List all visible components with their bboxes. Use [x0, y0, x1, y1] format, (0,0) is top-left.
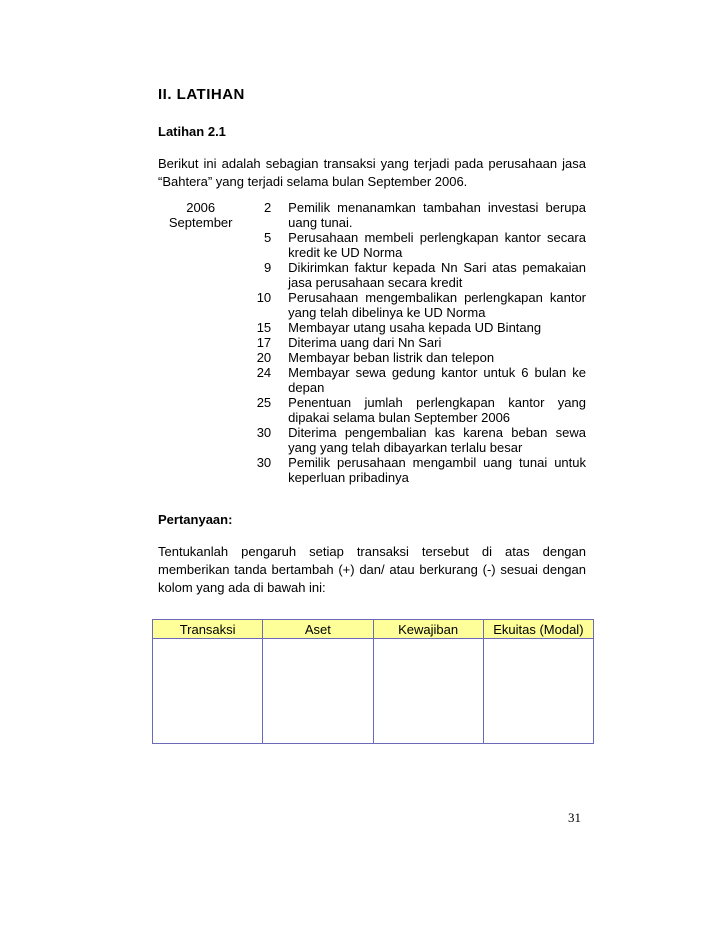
transaction-description: Pemilik menanamkan tambahan investasi berupa uang tunai. — [288, 200, 586, 230]
transaction-day: 5 — [263, 230, 272, 245]
column-header-kewajiban: Kewajiban — [373, 620, 483, 639]
transaction-row — [158, 200, 586, 230]
transaction-date — [158, 290, 243, 320]
column-header-ekuitas: Ekuitas (Modal) — [483, 620, 593, 639]
transaction-row — [158, 425, 586, 455]
transaction-description: Membayar beban listrik dan telepon — [288, 350, 495, 365]
transaction-day: 30 — [256, 455, 272, 470]
transaction-row — [158, 230, 586, 260]
answer-cell-ekuitas[interactable] — [483, 639, 593, 744]
transaction-day: 25 — [256, 395, 272, 410]
answer-cell-transaksi[interactable] — [153, 639, 263, 744]
transaction-day: 9 — [263, 260, 272, 275]
page-number: 31 — [568, 810, 581, 825]
questions-title: Pertanyaan: — [158, 512, 233, 527]
transaction-row — [158, 335, 586, 350]
transaction-row — [158, 260, 586, 290]
transaction-day: 24 — [256, 365, 272, 380]
answer-table-header-row — [153, 620, 594, 639]
transaction-day: 17 — [256, 335, 272, 350]
transaction-description: Perusahaan membeli perlengkapan kantor secara kredit ke UD Norma — [288, 230, 586, 260]
answer-table-row — [153, 639, 594, 744]
questions-paragraph: Tentukanlah pengaruh setiap transaksi tersebut di atas dengan memberikan tanda bertambah (+) dan/ atau berkurang (-) sesuai dengan kolom yang ada di bawah ini: — [158, 544, 586, 595]
transaction-description: Diterima pengembalian kas karena beban sewa yang yang telah dibayarkan terlalu besar — [288, 425, 586, 455]
transaction-date: 2006 September — [168, 200, 233, 230]
answer-table — [152, 619, 594, 744]
transaction-date — [158, 335, 243, 350]
transaction-row — [158, 455, 586, 485]
transaction-row — [158, 320, 586, 335]
transaction-date — [158, 365, 243, 395]
transaction-description: Membayar utang usaha kepada UD Bintang — [288, 320, 542, 335]
transaction-description: Membayar sewa gedung kantor untuk 6 bulan ke depan — [288, 365, 586, 395]
transaction-date — [158, 320, 243, 335]
answer-cell-kewajiban[interactable] — [373, 639, 483, 744]
transaction-row — [158, 395, 586, 425]
transaction-description: Perusahaan mengembalikan perlengkapan kantor yang telah dibelinya ke UD Norma — [288, 290, 586, 320]
transaction-day: 20 — [256, 350, 272, 365]
answer-cell-aset[interactable] — [263, 639, 373, 744]
transaction-description: Penentuan jumlah perlengkapan kantor yang dipakai selama bulan September 2006 — [288, 395, 586, 425]
transaction-date — [158, 455, 243, 485]
transaction-date — [158, 425, 243, 455]
transaction-row — [158, 350, 586, 365]
transaction-description: Dikirimkan faktur kepada Nn Sari atas pemakaian jasa perusahaan secara kredit — [288, 260, 586, 290]
transaction-day: 30 — [256, 425, 272, 440]
transaction-row — [158, 365, 586, 395]
transaction-list — [158, 200, 586, 485]
transaction-date — [158, 395, 243, 425]
intro-paragraph: Berikut ini adalah sebagian transaksi yang terjadi pada perusahaan jasa “Bahtera” yang terjadi selama bulan September 2006. — [158, 156, 586, 189]
subsection-title: Latihan 2.1 — [158, 124, 226, 139]
transaction-day: 15 — [256, 320, 272, 335]
transaction-date — [158, 230, 243, 260]
transaction-day: 2 — [263, 200, 272, 215]
transaction-date — [158, 260, 243, 290]
column-header-aset: Aset — [263, 620, 373, 639]
transaction-day: 10 — [256, 290, 272, 305]
transaction-description: Diterima uang dari Nn Sari — [288, 335, 442, 350]
section-title: II. LATIHAN — [158, 86, 245, 103]
transaction-date — [158, 350, 243, 365]
transaction-description: Pemilik perusahaan mengambil uang tunai untuk keperluan pribadinya — [288, 455, 586, 485]
column-header-transaksi: Transaksi — [153, 620, 263, 639]
transaction-row — [158, 290, 586, 320]
